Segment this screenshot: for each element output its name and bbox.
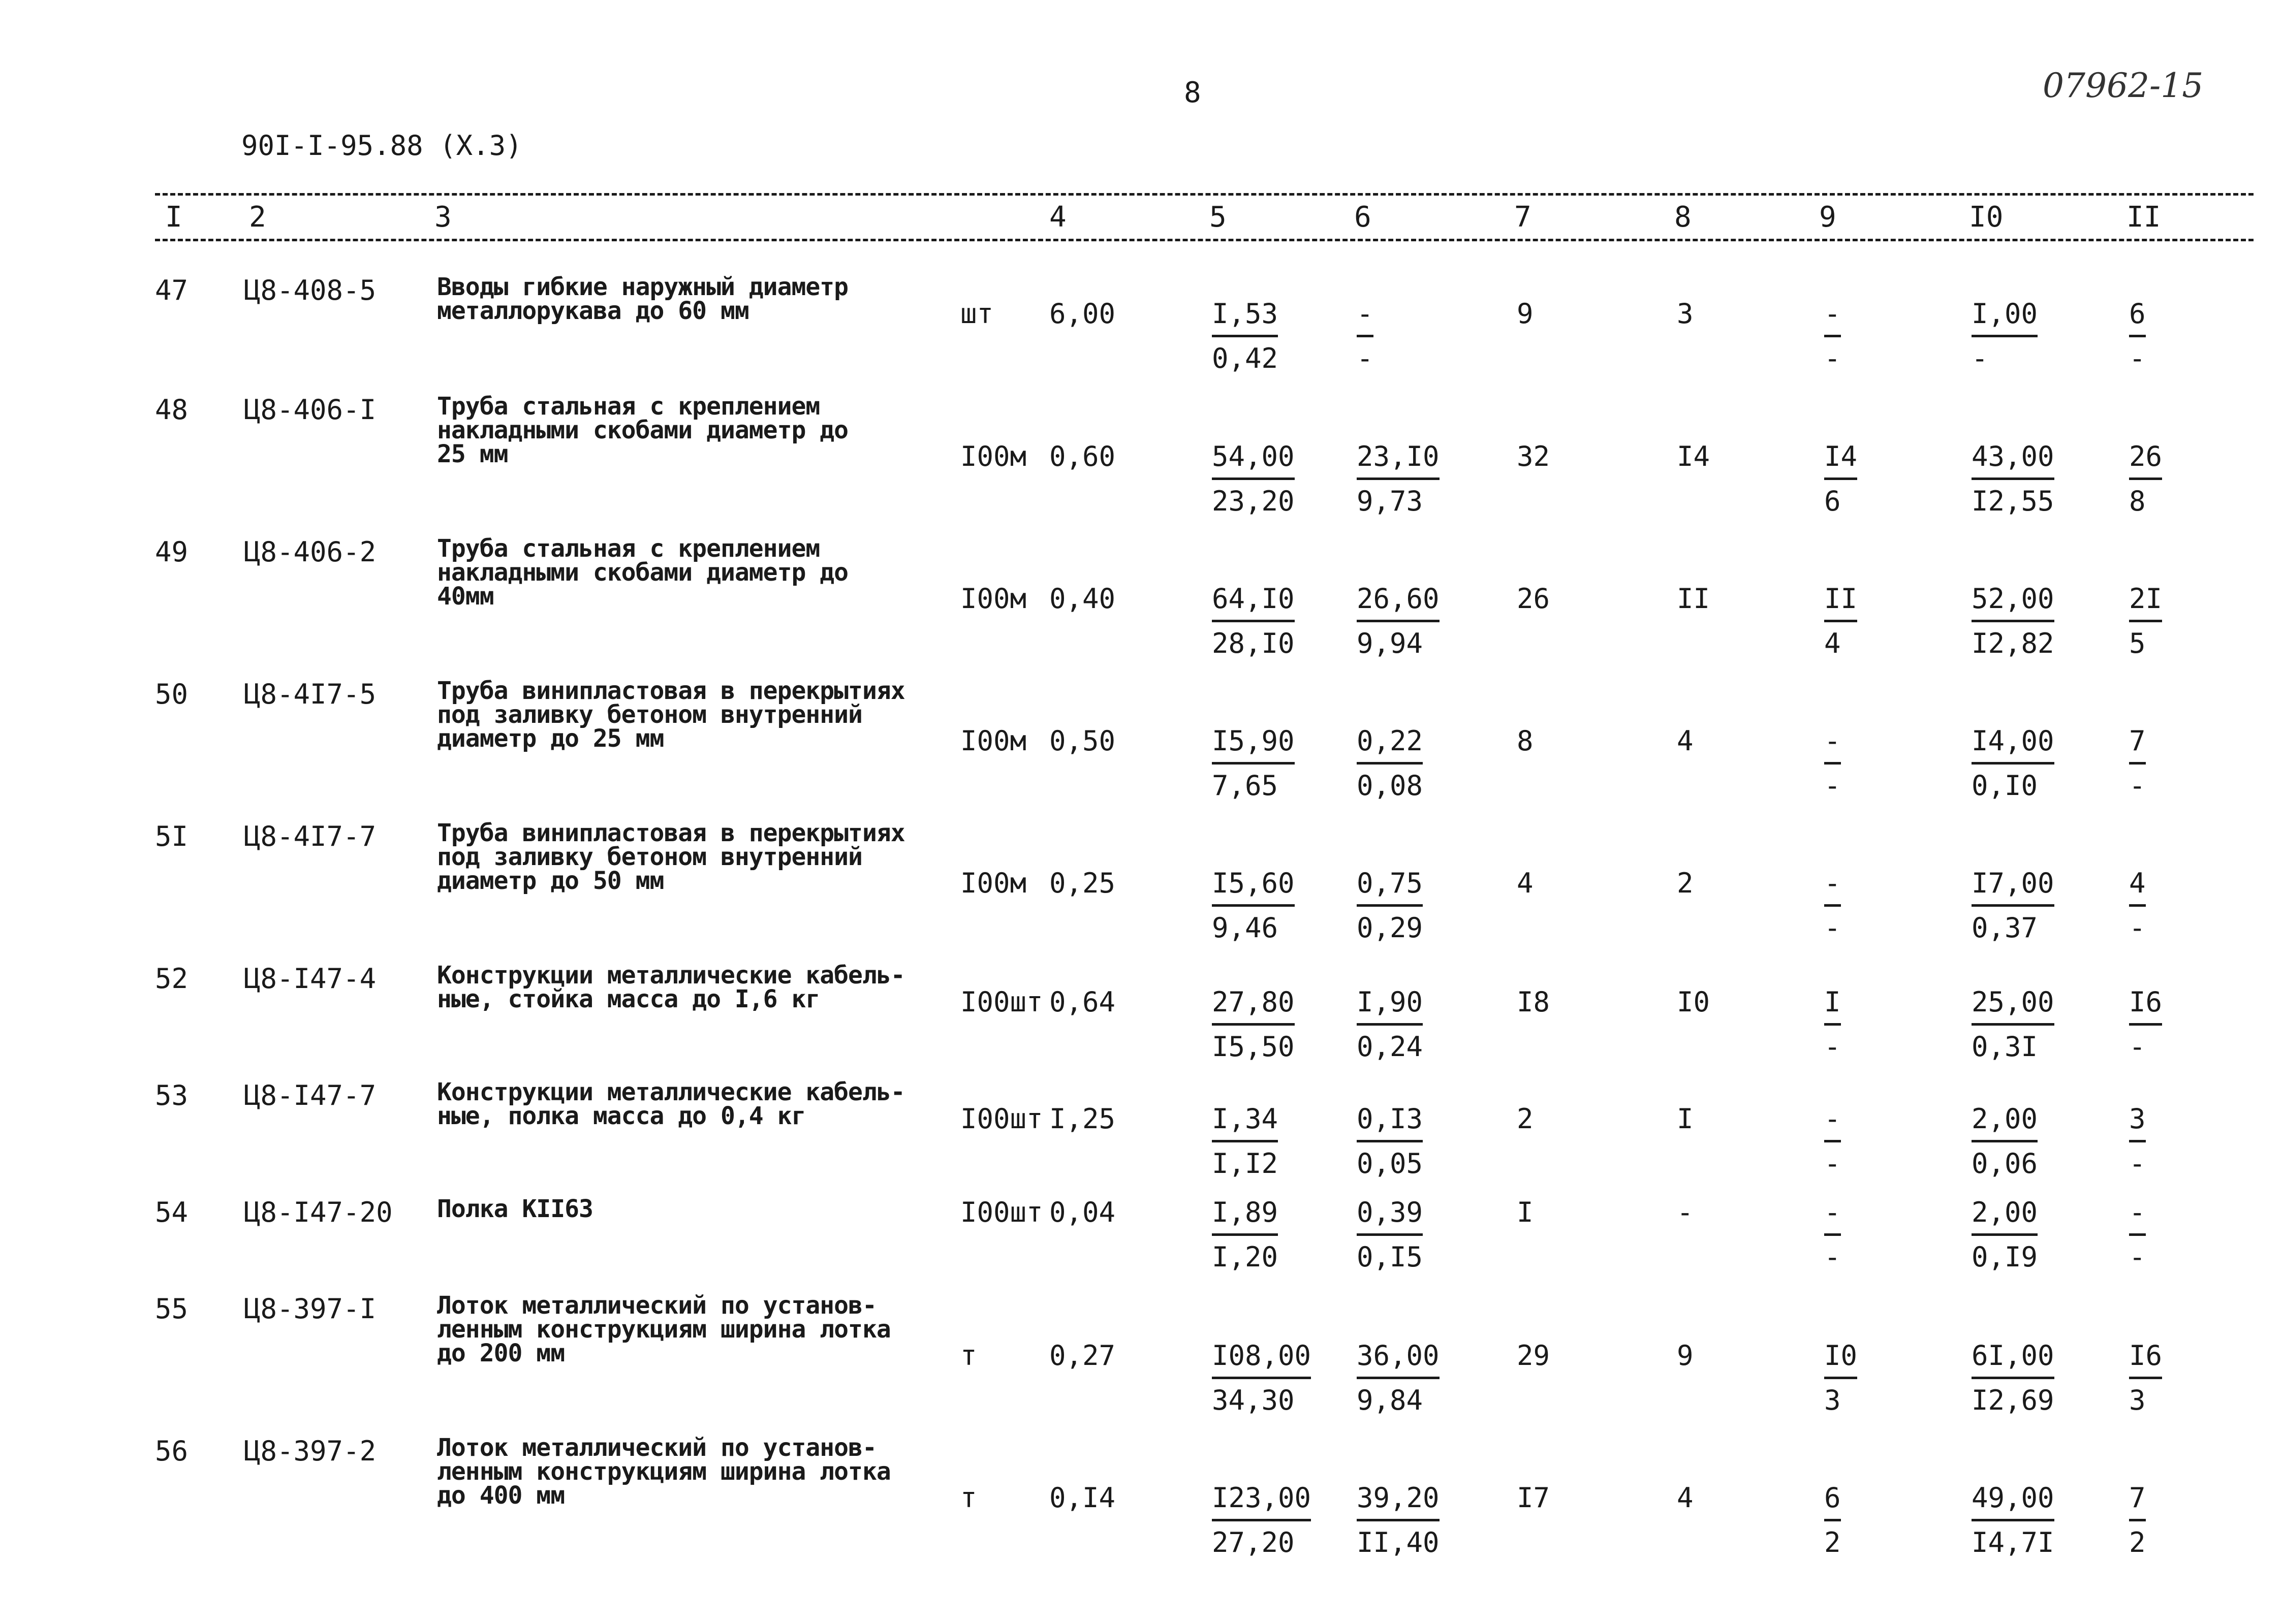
row-unit: т bbox=[960, 1340, 977, 1372]
row-description bbox=[437, 821, 905, 893]
cost-col-11-wages: - bbox=[2129, 770, 2146, 802]
row-quantity: 6,00 bbox=[1049, 298, 1116, 330]
row-number: 53 bbox=[155, 1079, 189, 1111]
cost-col-9-wages: 4 bbox=[1824, 627, 1841, 659]
page-number: 8 bbox=[1184, 76, 1201, 109]
cost-col-10-value: 52,00 bbox=[1972, 583, 2054, 622]
row-number: 55 bbox=[155, 1293, 189, 1325]
cost-col-11-value: - bbox=[2129, 1196, 2146, 1236]
cost-col-9 bbox=[1824, 440, 1857, 517]
cost-machines-wages: II,40 bbox=[1357, 1526, 1440, 1558]
description-line: Вводы гибкие наружный диаметр bbox=[437, 273, 849, 301]
cost-col-9-value: I bbox=[1824, 986, 1841, 1026]
description-line: накладными скобами диаметр до bbox=[437, 558, 849, 587]
cost-col-10-value: 2,00 bbox=[1972, 1103, 2038, 1142]
row-unit: шт bbox=[960, 298, 994, 330]
cost-total bbox=[1212, 1482, 1311, 1558]
cost-col-10-wages: 0,3I bbox=[1972, 1031, 2038, 1063]
cost-total-wages: 9,46 bbox=[1212, 912, 1278, 944]
row-code: Ц8-4I7-7 bbox=[244, 820, 377, 852]
row-number: 47 bbox=[155, 274, 189, 306]
cost-col-9-value: - bbox=[1824, 1196, 1841, 1236]
cost-col-9-wages: - bbox=[1824, 770, 1841, 802]
cost-col-11-value: I6 bbox=[2129, 1340, 2162, 1379]
cost-machines bbox=[1357, 986, 1423, 1063]
description-line: до 400 мм bbox=[437, 1481, 565, 1510]
cost-machines bbox=[1357, 1103, 1423, 1180]
row-code: Ц8-397-I bbox=[244, 1293, 377, 1325]
cost-machines-value: I,90 bbox=[1357, 986, 1423, 1026]
cost-machines-value: 36,00 bbox=[1357, 1340, 1440, 1379]
cost-col-11-wages: - bbox=[2129, 1148, 2146, 1180]
cost-machines bbox=[1357, 1482, 1440, 1558]
row-code: Ц8-I47-4 bbox=[244, 963, 377, 995]
cost-machines-value: 26,60 bbox=[1357, 583, 1440, 622]
cost-col-9-wages: 2 bbox=[1824, 1526, 1841, 1558]
document-code: 90I-I-95.88 (X.3) bbox=[241, 130, 522, 162]
cost-total-value: 27,80 bbox=[1212, 986, 1295, 1026]
cost-col-10-value: 49,00 bbox=[1972, 1482, 2054, 1521]
cost-col-10-wages: 0,37 bbox=[1972, 912, 2038, 944]
cost-total bbox=[1212, 867, 1295, 944]
cost-col-10 bbox=[1972, 440, 2054, 517]
description-line: до 200 мм bbox=[437, 1339, 565, 1367]
row-unit: I00м bbox=[960, 440, 1027, 472]
cost-col-11 bbox=[2129, 986, 2162, 1063]
cost-col-11-value: 2I bbox=[2129, 583, 2162, 622]
column-header-6: 6 bbox=[1354, 201, 1371, 234]
description-line: накладными скобами диаметр до bbox=[437, 416, 849, 444]
cost-total-wages: I5,50 bbox=[1212, 1031, 1295, 1063]
row-code: Ц8-4I7-5 bbox=[244, 678, 377, 710]
cost-col-10 bbox=[1972, 583, 2054, 659]
cost-col-9-wages: 6 bbox=[1824, 485, 1841, 517]
cost-col-11 bbox=[2129, 725, 2146, 802]
cost-col-9-value: - bbox=[1824, 867, 1841, 907]
cost-total-value: 64,I0 bbox=[1212, 583, 1295, 622]
cost-col-11 bbox=[2129, 1482, 2146, 1558]
row-unit: т bbox=[960, 1482, 977, 1514]
cost-col-8: 4 bbox=[1677, 1482, 1694, 1514]
cost-col-11-wages: 2 bbox=[2129, 1526, 2146, 1558]
row-number: 54 bbox=[155, 1196, 189, 1228]
cost-col-11-value: I6 bbox=[2129, 986, 2162, 1026]
cost-col-9 bbox=[1824, 1482, 1841, 1558]
cost-col-10-value: 43,00 bbox=[1972, 440, 2054, 480]
cost-col-10-value: I,00 bbox=[1972, 298, 2038, 337]
cost-col-10-wages: 0,I9 bbox=[1972, 1241, 2038, 1273]
description-line: ленным конструкциям ширина лотка bbox=[437, 1457, 891, 1486]
cost-col-7: 8 bbox=[1517, 725, 1534, 757]
description-line: металлорукава до 60 мм bbox=[437, 297, 749, 325]
row-description bbox=[437, 534, 849, 611]
row-quantity: 0,50 bbox=[1049, 725, 1116, 757]
row-description bbox=[437, 275, 848, 323]
cost-col-11-wages: 8 bbox=[2129, 485, 2146, 517]
cost-col-11 bbox=[2129, 1103, 2146, 1180]
row-number: 49 bbox=[155, 536, 189, 568]
cost-col-10 bbox=[1972, 1196, 2038, 1273]
cost-col-10 bbox=[1972, 867, 2054, 944]
row-number: 5I bbox=[155, 820, 189, 852]
cost-total-value: I,89 bbox=[1212, 1196, 1278, 1236]
column-header-4: 4 bbox=[1049, 201, 1067, 234]
description-line: под заливку бетоном внутренний bbox=[437, 700, 862, 729]
row-description bbox=[437, 961, 905, 1013]
description-line: 25 мм bbox=[437, 440, 508, 468]
cost-col-11-wages: 5 bbox=[2129, 627, 2146, 659]
cost-col-9 bbox=[1824, 298, 1841, 374]
cost-col-8: I bbox=[1677, 1103, 1694, 1135]
row-code: Ц8-406-2 bbox=[244, 536, 377, 568]
cost-col-11-wages: - bbox=[2129, 342, 2146, 374]
cost-col-9-value: - bbox=[1824, 1103, 1841, 1142]
cost-col-7: 4 bbox=[1517, 867, 1534, 899]
cost-machines-wages: - bbox=[1357, 342, 1373, 374]
row-code: Ц8-397-2 bbox=[244, 1435, 377, 1467]
column-header-8: 8 bbox=[1674, 201, 1692, 234]
cost-total bbox=[1212, 1103, 1278, 1180]
cost-total bbox=[1212, 986, 1295, 1063]
cost-col-9 bbox=[1824, 986, 1841, 1063]
cost-machines-wages: 0,05 bbox=[1357, 1148, 1423, 1180]
column-header-1: I bbox=[165, 201, 182, 234]
cost-col-11 bbox=[2129, 440, 2162, 517]
cost-col-11-value: 4 bbox=[2129, 867, 2146, 907]
cost-col-10 bbox=[1972, 1482, 2054, 1558]
cost-machines-value: 0,75 bbox=[1357, 867, 1423, 907]
row-description bbox=[437, 1291, 891, 1367]
description-line: Полка КII63 bbox=[437, 1195, 593, 1223]
description-line: под заливку бетоном внутренний bbox=[437, 843, 862, 871]
cost-col-10-value: 2,00 bbox=[1972, 1196, 2038, 1236]
header-bottom-rule bbox=[155, 239, 2254, 241]
row-number: 56 bbox=[155, 1435, 189, 1467]
cost-total-wages: I,I2 bbox=[1212, 1148, 1278, 1180]
cost-machines bbox=[1357, 298, 1373, 374]
row-unit: I00м bbox=[960, 867, 1027, 899]
description-line: Конструкции металлические кабель- bbox=[437, 1078, 905, 1106]
cost-col-7: I8 bbox=[1517, 986, 1550, 1018]
description-line: Конструкции металлические кабель- bbox=[437, 961, 905, 990]
cost-col-10 bbox=[1972, 986, 2054, 1063]
cost-col-9-wages: - bbox=[1824, 1241, 1841, 1273]
column-header-3: 3 bbox=[434, 201, 452, 234]
row-unit: I00шт bbox=[960, 1103, 1043, 1135]
cost-total bbox=[1212, 1340, 1311, 1416]
cost-col-7: 32 bbox=[1517, 440, 1550, 472]
column-header-10: I0 bbox=[1969, 201, 2004, 234]
row-number: 48 bbox=[155, 394, 189, 426]
column-header-9: 9 bbox=[1819, 201, 1836, 234]
cost-col-7: I7 bbox=[1517, 1482, 1550, 1514]
cost-total-value: 54,00 bbox=[1212, 440, 1295, 480]
row-quantity: 0,60 bbox=[1049, 440, 1116, 472]
cost-col-9-value: I0 bbox=[1824, 1340, 1857, 1379]
cost-col-11 bbox=[2129, 298, 2146, 374]
cost-total-value: I23,00 bbox=[1212, 1482, 1311, 1521]
cost-machines bbox=[1357, 440, 1440, 517]
cost-col-10-value: I7,00 bbox=[1972, 867, 2054, 907]
row-quantity: 0,04 bbox=[1049, 1196, 1116, 1228]
cost-col-11 bbox=[2129, 1196, 2146, 1273]
cost-col-10 bbox=[1972, 1103, 2038, 1180]
cost-col-11-wages: - bbox=[2129, 912, 2146, 944]
cost-col-9-value: - bbox=[1824, 298, 1841, 337]
cost-col-9-wages: - bbox=[1824, 912, 1841, 944]
cost-col-10-wages: 0,06 bbox=[1972, 1148, 2038, 1180]
cost-machines-wages: 9,73 bbox=[1357, 485, 1423, 517]
column-header-5: 5 bbox=[1209, 201, 1227, 234]
cost-col-8: - bbox=[1677, 1196, 1694, 1228]
cost-machines bbox=[1357, 725, 1423, 802]
cost-total-wages: 27,20 bbox=[1212, 1526, 1295, 1558]
cost-col-10-wages: I4,7I bbox=[1972, 1526, 2054, 1558]
cost-col-9-wages: - bbox=[1824, 342, 1841, 374]
cost-col-10-value: 6I,00 bbox=[1972, 1340, 2054, 1379]
description-line: Труба стальная с креплением bbox=[437, 392, 820, 421]
header-top-rule bbox=[155, 193, 2254, 196]
cost-col-7: 9 bbox=[1517, 298, 1534, 330]
cost-col-10-value: I4,00 bbox=[1972, 725, 2054, 765]
cost-col-9 bbox=[1824, 1196, 1841, 1273]
row-description bbox=[437, 1080, 905, 1128]
cost-total bbox=[1212, 583, 1295, 659]
cost-col-10-value: 25,00 bbox=[1972, 986, 2054, 1026]
row-unit: I00м bbox=[960, 725, 1027, 757]
cost-machines bbox=[1357, 1196, 1423, 1273]
description-line: Лоток металлический по установ- bbox=[437, 1434, 877, 1462]
cost-col-11-value: 6 bbox=[2129, 298, 2146, 337]
cost-col-9-value: I4 bbox=[1824, 440, 1857, 480]
cost-col-8: 4 bbox=[1677, 725, 1694, 757]
row-quantity: I,25 bbox=[1049, 1103, 1116, 1135]
cost-col-11-value: 7 bbox=[2129, 1482, 2146, 1521]
cost-machines-wages: 0,24 bbox=[1357, 1031, 1423, 1063]
cost-machines-wages: 9,94 bbox=[1357, 627, 1423, 659]
row-quantity: 0,40 bbox=[1049, 583, 1116, 615]
row-quantity: 0,I4 bbox=[1049, 1482, 1116, 1514]
cost-col-7: 2 bbox=[1517, 1103, 1534, 1135]
cost-col-9-wages: - bbox=[1824, 1031, 1841, 1063]
cost-col-10-wages: 0,I0 bbox=[1972, 770, 2038, 802]
cost-total-wages: I,20 bbox=[1212, 1241, 1278, 1273]
row-number: 52 bbox=[155, 963, 189, 995]
column-header-11: II bbox=[2126, 201, 2161, 234]
row-code: Ц8-I47-20 bbox=[244, 1196, 393, 1228]
description-line: Труба винипластовая в перекрытиях bbox=[437, 677, 905, 705]
cost-total-value: I5,90 bbox=[1212, 725, 1295, 765]
cost-col-9 bbox=[1824, 1340, 1857, 1416]
cost-col-9-value: 6 bbox=[1824, 1482, 1841, 1521]
cost-col-9 bbox=[1824, 867, 1841, 944]
row-description bbox=[437, 679, 905, 751]
cost-total bbox=[1212, 1196, 1278, 1273]
cost-col-11-value: 7 bbox=[2129, 725, 2146, 765]
cost-machines bbox=[1357, 867, 1423, 944]
cost-machines bbox=[1357, 1340, 1440, 1416]
row-quantity: 0,64 bbox=[1049, 986, 1116, 1018]
cost-col-10 bbox=[1972, 298, 2038, 374]
cost-machines-wages: 0,I5 bbox=[1357, 1241, 1423, 1273]
column-header-7: 7 bbox=[1514, 201, 1531, 234]
handwritten-note: 07962-15 bbox=[2043, 66, 2204, 105]
description-line: диаметр до 25 мм bbox=[437, 724, 664, 753]
cost-total-value: I,34 bbox=[1212, 1103, 1278, 1142]
description-line: Труба винипластовая в перекрытиях bbox=[437, 819, 905, 847]
row-code: Ц8-406-I bbox=[244, 394, 377, 426]
cost-col-11-value: 26 bbox=[2129, 440, 2162, 480]
cost-col-11 bbox=[2129, 1340, 2162, 1416]
cost-machines bbox=[1357, 583, 1440, 659]
cost-col-11-wages: - bbox=[2129, 1031, 2146, 1063]
cost-machines-value: 23,I0 bbox=[1357, 440, 1440, 480]
cost-col-11-value: 3 bbox=[2129, 1103, 2146, 1142]
description-line: 40мм bbox=[437, 582, 494, 611]
cost-col-8: 2 bbox=[1677, 867, 1694, 899]
cost-col-8: 3 bbox=[1677, 298, 1694, 330]
cost-col-7: 26 bbox=[1517, 583, 1550, 615]
cost-machines-value: 0,22 bbox=[1357, 725, 1423, 765]
description-line: ные, полка масса до 0,4 кг bbox=[437, 1102, 806, 1130]
cost-total bbox=[1212, 440, 1295, 517]
cost-col-10-wages: I2,82 bbox=[1972, 627, 2054, 659]
row-code: Ц8-408-5 bbox=[244, 274, 377, 306]
description-line: диаметр до 50 мм bbox=[437, 867, 664, 895]
cost-total bbox=[1212, 298, 1278, 374]
cost-col-9 bbox=[1824, 1103, 1841, 1180]
description-line: ные, стойка масса до I,6 кг bbox=[437, 985, 820, 1013]
cost-machines-wages: 9,84 bbox=[1357, 1384, 1423, 1416]
description-line: Лоток металлический по установ- bbox=[437, 1291, 877, 1320]
cost-total-value: I,53 bbox=[1212, 298, 1278, 337]
cost-machines-wages: 0,29 bbox=[1357, 912, 1423, 944]
cost-col-9 bbox=[1824, 583, 1857, 659]
description-line: Труба стальная с креплением bbox=[437, 534, 820, 563]
column-header-2: 2 bbox=[249, 201, 266, 234]
cost-col-9 bbox=[1824, 725, 1841, 802]
cost-col-7: 29 bbox=[1517, 1340, 1550, 1372]
cost-col-8: II bbox=[1677, 583, 1710, 615]
cost-total-wages: 28,I0 bbox=[1212, 627, 1295, 659]
cost-col-11 bbox=[2129, 867, 2146, 944]
cost-col-9-value: - bbox=[1824, 725, 1841, 765]
cost-machines-value: 0,I3 bbox=[1357, 1103, 1423, 1142]
cost-total-wages: 23,20 bbox=[1212, 485, 1295, 517]
cost-total-value: I08,00 bbox=[1212, 1340, 1311, 1379]
cost-machines-value: - bbox=[1357, 298, 1373, 337]
cost-machines-value: 0,39 bbox=[1357, 1196, 1423, 1236]
row-unit: I00шт bbox=[960, 986, 1043, 1018]
cost-col-11-wages: - bbox=[2129, 1241, 2146, 1273]
cost-col-10 bbox=[1972, 725, 2054, 802]
cost-col-11-wages: 3 bbox=[2129, 1384, 2146, 1416]
row-unit: I00м bbox=[960, 583, 1027, 615]
row-quantity: 0,27 bbox=[1049, 1340, 1116, 1372]
description-line: ленным конструкциям ширина лотка bbox=[437, 1315, 891, 1344]
row-quantity: 0,25 bbox=[1049, 867, 1116, 899]
cost-col-10-wages: I2,55 bbox=[1972, 485, 2054, 517]
cost-col-9-value: II bbox=[1824, 583, 1857, 622]
row-code: Ц8-I47-7 bbox=[244, 1079, 377, 1111]
cost-col-8: I4 bbox=[1677, 440, 1710, 472]
cost-total-value: I5,60 bbox=[1212, 867, 1295, 907]
row-description bbox=[437, 1436, 891, 1508]
row-unit: I00шт bbox=[960, 1196, 1043, 1228]
cost-total-wages: 34,30 bbox=[1212, 1384, 1295, 1416]
cost-machines-value: 39,20 bbox=[1357, 1482, 1440, 1521]
cost-col-8: 9 bbox=[1677, 1340, 1694, 1372]
cost-total bbox=[1212, 725, 1295, 802]
row-number: 50 bbox=[155, 678, 189, 710]
cost-col-9-wages: - bbox=[1824, 1148, 1841, 1180]
row-description bbox=[437, 1197, 593, 1221]
cost-col-9-wages: 3 bbox=[1824, 1384, 1841, 1416]
cost-col-10-wages: - bbox=[1972, 342, 1988, 374]
cost-col-7: I bbox=[1517, 1196, 1534, 1228]
cost-col-8: I0 bbox=[1677, 986, 1710, 1018]
row-description bbox=[437, 392, 849, 468]
cost-col-10-wages: I2,69 bbox=[1972, 1384, 2054, 1416]
cost-col-10 bbox=[1972, 1340, 2054, 1416]
cost-col-11 bbox=[2129, 583, 2162, 659]
cost-total-wages: 0,42 bbox=[1212, 342, 1278, 374]
cost-total-wages: 7,65 bbox=[1212, 770, 1278, 802]
cost-machines-wages: 0,08 bbox=[1357, 770, 1423, 802]
